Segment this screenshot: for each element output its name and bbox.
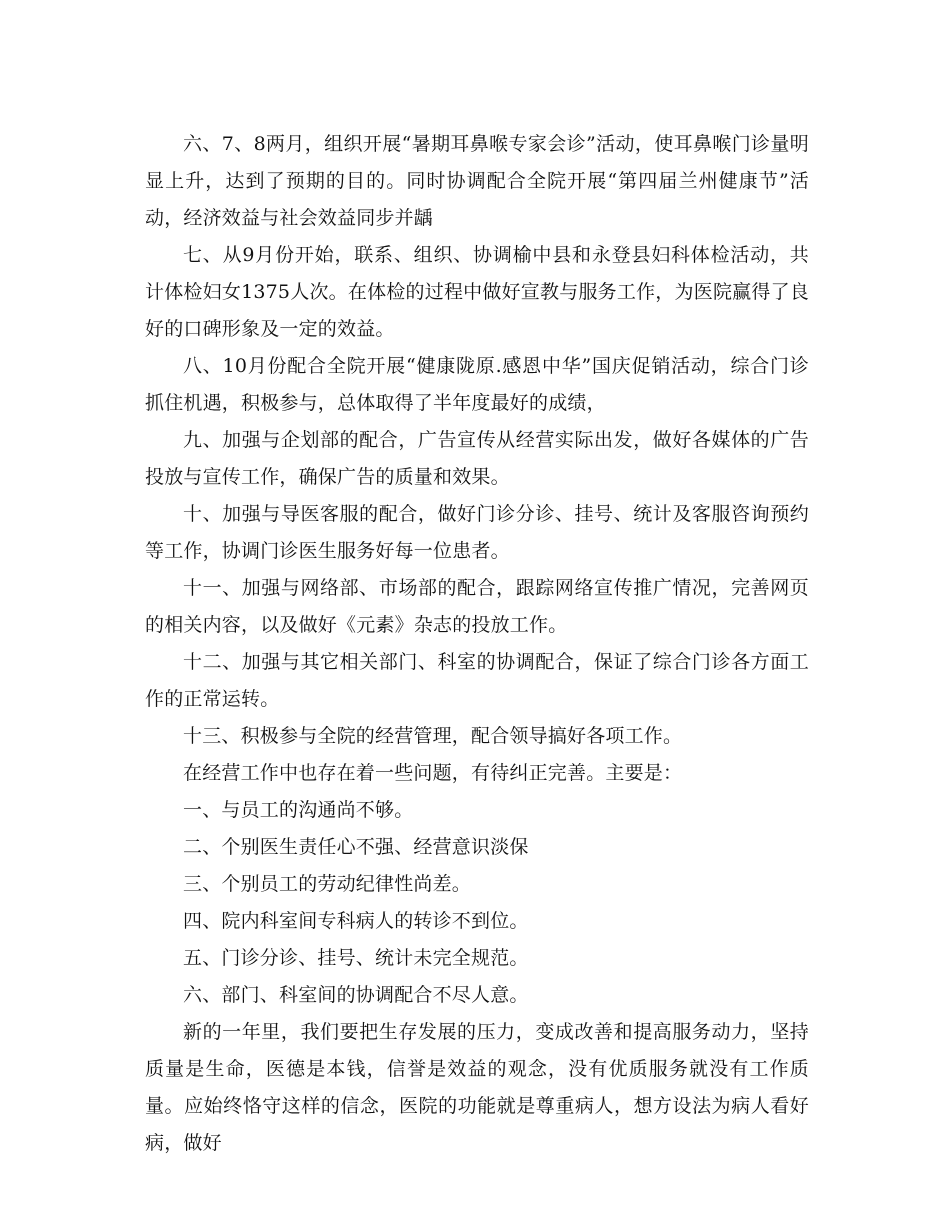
paragraph-item-6: 六、7、8两月，组织开展“暑期耳鼻喉专家会诊”活动，使耳鼻喉门诊量明显上升，达到了预期的目的。同时协调配合全院开展“第四届兰州健康节”活动，经济效益与社会效益同步并龋 [145, 133, 809, 229]
problem-item-2: 二、个别医生责任心不强、经营意识淡保 [183, 836, 529, 858]
new-year-plan-paragraph: 新的一年里，我们要把生存发展的压力，变成改善和提高服务动力，坚持质量是生命，医德是本钱，信誉是效益的观念，没有优质服务就没有工作质量。应始终恪守这样的信念，医院的功能就是尊重病人，想方设法为病人看好病，做好 [145, 1021, 809, 1154]
document-body [145, 126, 809, 1162]
problem-item-4: 四、院内科室间专科病人的转诊不到位。 [183, 910, 529, 932]
problem-item-3: 三、个别员工的劳动纪律性尚差。 [183, 873, 472, 895]
paragraph-item-10: 十、加强与导医客服的配合，做好门诊分诊、挂号、统计及客服咨询预约等工作，协调门诊医生服务好每一位患者。 [145, 503, 809, 562]
problem-item-5: 五、门诊分诊、挂号、统计未完全规范。 [183, 947, 529, 969]
problem-item-6: 六、部门、科室间的协调配合不尽人意。 [183, 984, 529, 1006]
paragraph-item-11: 十一、加强与网络部、市场部的配合，跟踪网络宣传推广情况，完善网页的相关内容，以及做好《元素》杂志的投放工作。 [145, 577, 809, 636]
paragraph-item-13: 十三、积极参与全院的经营管理，配合领导搞好各项工作。 [183, 725, 683, 747]
problems-intro: 在经营工作中也存在着一些问题，有待纠正完善。主要是： [183, 762, 683, 784]
paragraph-item-9: 九、加强与企划部的配合，广告宣传从经营实际出发，做好各媒体的广告投放与宣传工作，确保广告的质量和效果。 [145, 429, 809, 488]
paragraph-item-12: 十二、加强与其它相关部门、科室的协调配合，保证了综合门诊各方面工作的正常运转。 [145, 651, 809, 710]
problem-item-1: 一、与员工的沟通尚不够。 [183, 799, 414, 821]
paragraph-item-7: 七、从9月份开始，联系、组织、协调榆中县和永登县妇科体检活动，共计体检妇女1375人次。在体检的过程中做好宣教与服务工作，为医院赢得了良好的口碑形象及一定的效益。 [145, 244, 809, 340]
paragraph-item-8: 八、10月份配合全院开展“健康陇原.感恩中华”国庆促销活动，综合门诊抓住机遇，积极参与，总体取得了半年度最好的成绩， [145, 355, 809, 414]
